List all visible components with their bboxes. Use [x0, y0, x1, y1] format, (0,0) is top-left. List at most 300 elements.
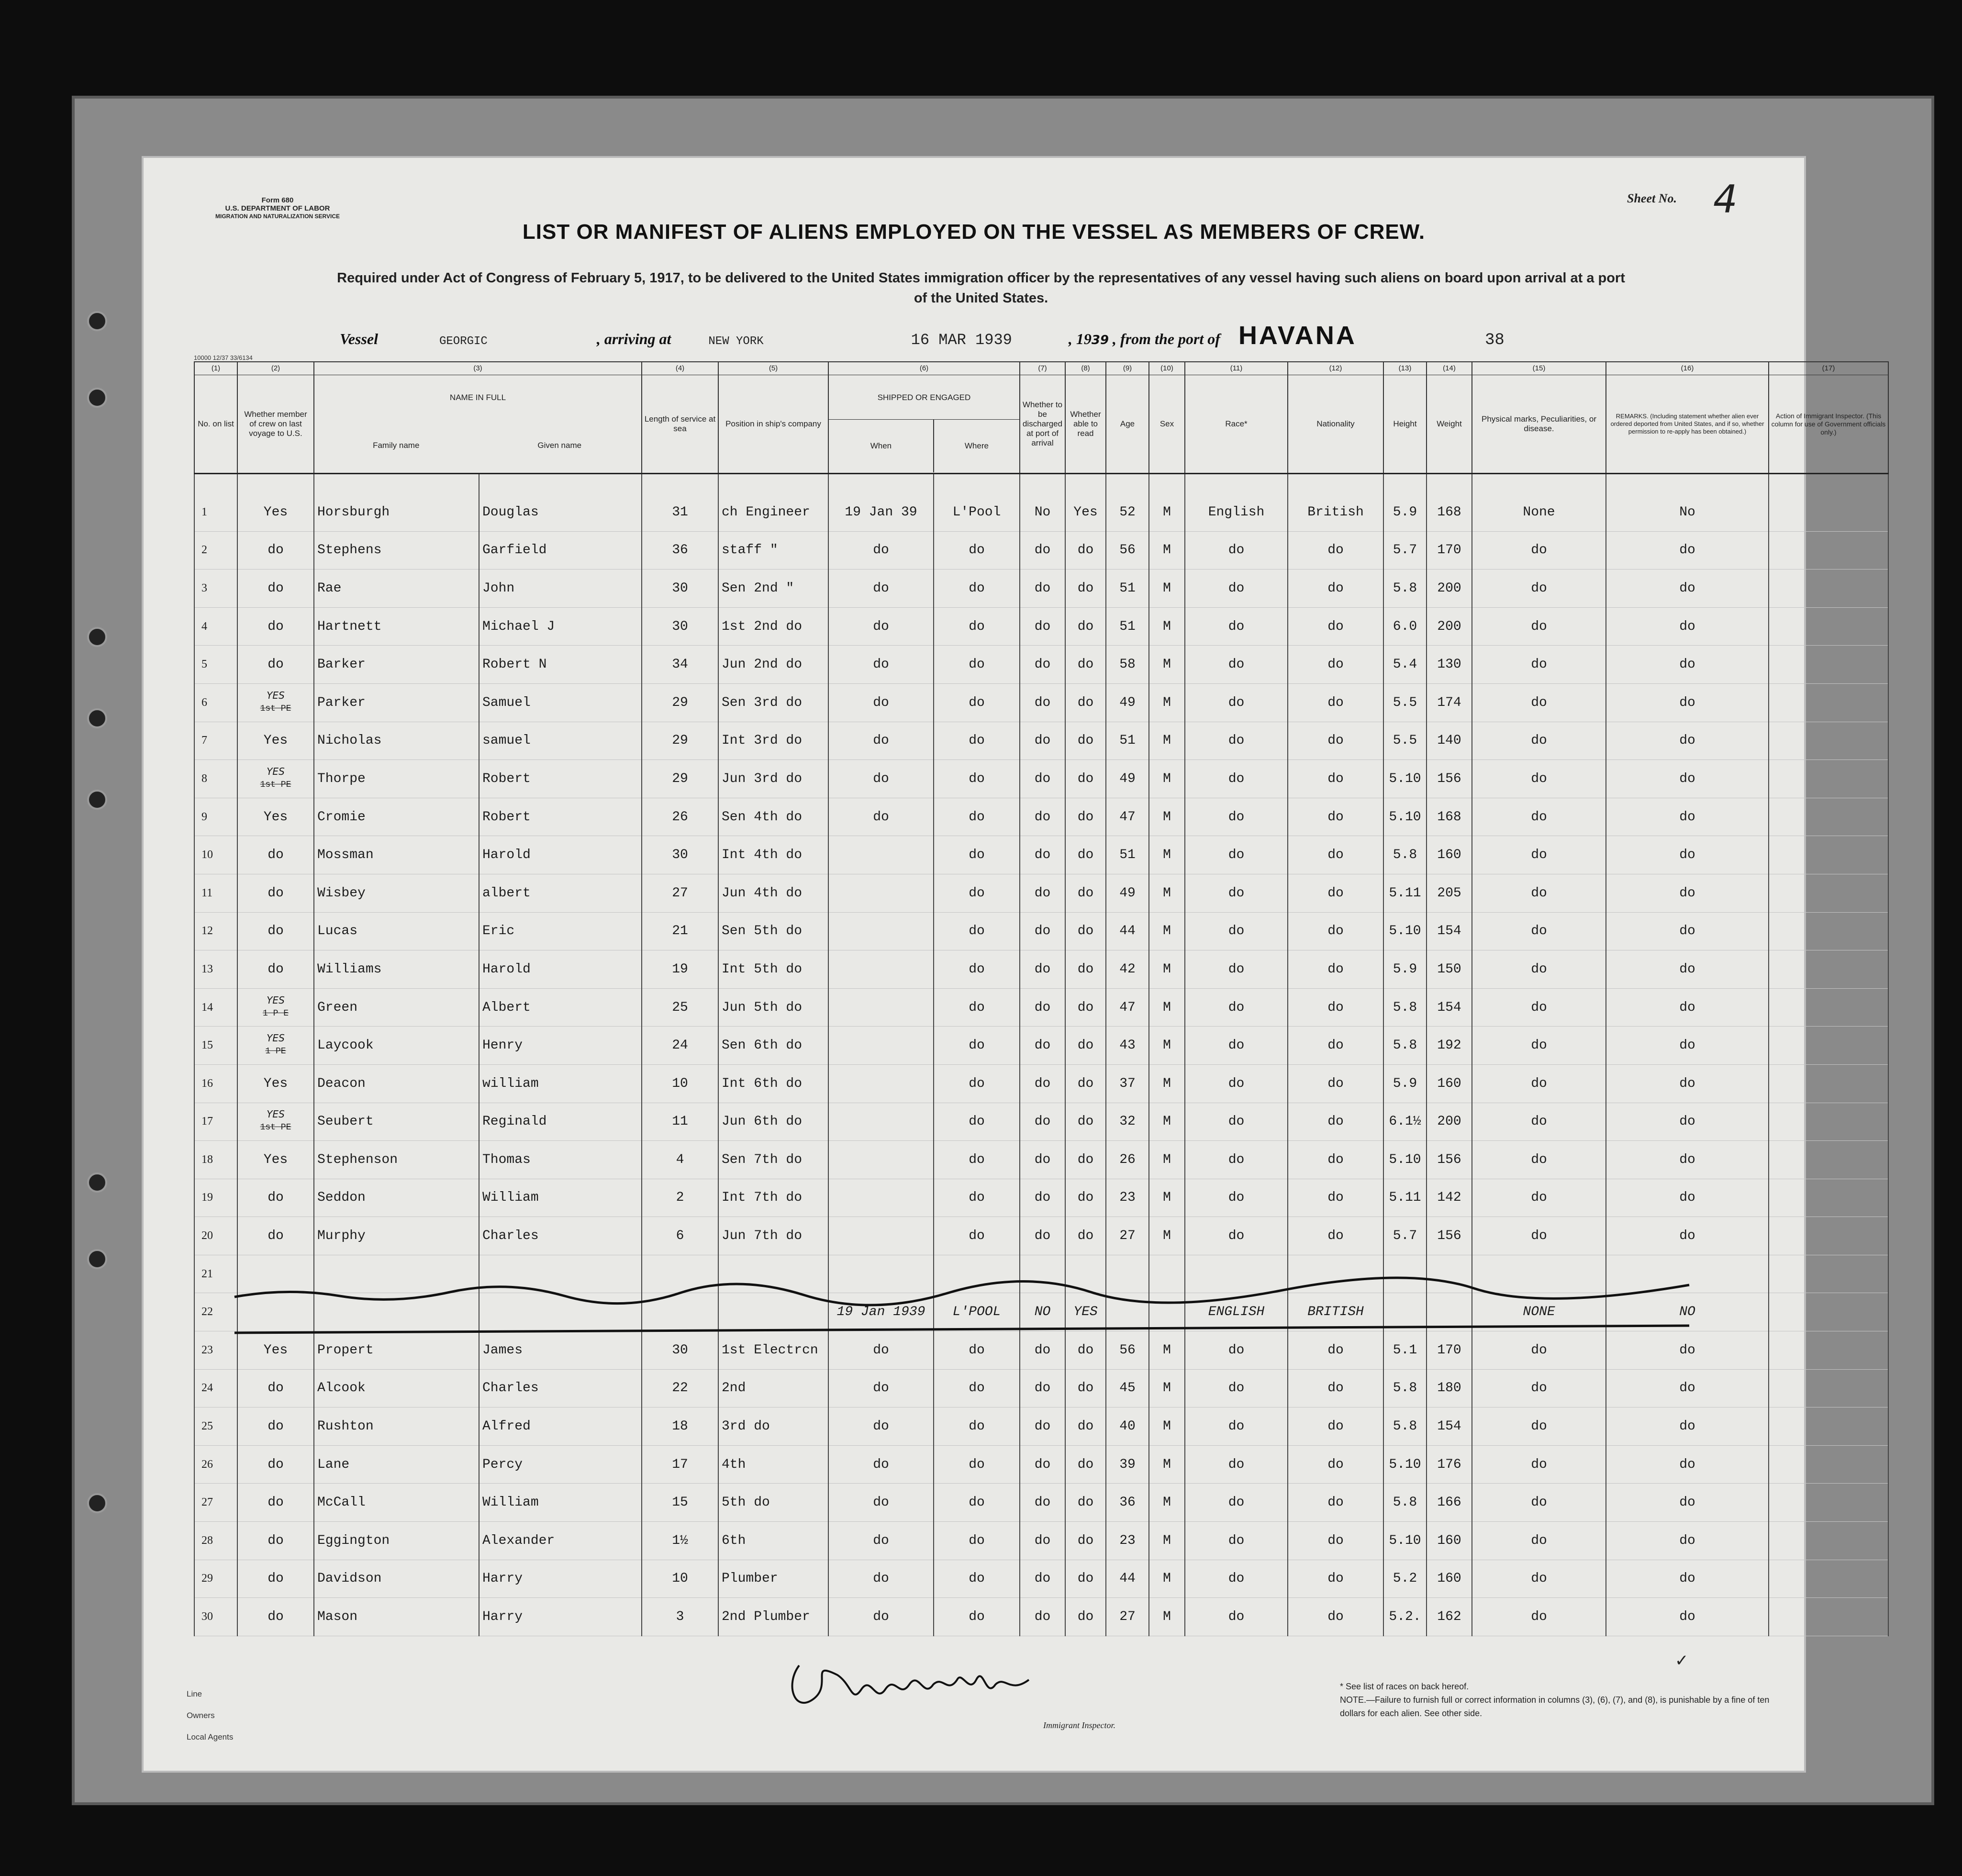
marks-cell: do — [1472, 1598, 1606, 1636]
family-name-cell: Davidson — [314, 1560, 479, 1598]
age-cell: 45 — [1106, 1369, 1149, 1407]
height-cell: 5.8 — [1383, 1027, 1427, 1065]
crew-cell: do — [237, 1445, 314, 1484]
weight-cell: 174 — [1427, 683, 1472, 722]
shipped-when-cell — [828, 874, 934, 912]
weight-cell: 156 — [1427, 1141, 1472, 1179]
height-cell: 6.1½ — [1383, 1103, 1427, 1141]
action-cell — [1769, 874, 1888, 912]
remarks-cell: do — [1606, 1407, 1769, 1446]
family-name-cell: Stephenson — [314, 1141, 479, 1179]
height-cell: 5.8 — [1383, 836, 1427, 874]
age-cell: 42 — [1106, 950, 1149, 989]
age-cell: 23 — [1106, 1522, 1149, 1560]
sex-cell: M — [1149, 1179, 1185, 1217]
service-length-cell: 17 — [642, 1445, 718, 1484]
family-name-cell: Mossman — [314, 836, 479, 874]
shipped-where-cell: do — [934, 1103, 1020, 1141]
shipped-where-cell: do — [934, 722, 1020, 760]
handwritten-yes: YES — [267, 689, 285, 701]
col-header-shipped-group — [828, 375, 1020, 474]
remarks-cell: do — [1606, 1064, 1769, 1103]
binder-hole — [87, 1249, 107, 1269]
sex-cell: M — [1149, 950, 1185, 989]
col-header-when: When — [829, 420, 934, 472]
col-header-crew: Whether member of crew on last voyage to U.S. — [237, 375, 314, 474]
position-cell: 4th — [718, 1445, 828, 1484]
service-length-cell: 4 — [642, 1141, 718, 1179]
crew-cell: do — [237, 531, 314, 570]
discharged-cell: do — [1020, 1407, 1065, 1446]
action-cell — [1769, 1331, 1888, 1370]
table-row — [194, 570, 1888, 608]
shipped-when-cell: do — [828, 798, 934, 836]
weight-cell: 130 — [1427, 646, 1472, 684]
position-cell: Int 4th do — [718, 836, 828, 874]
remarks-cell: do — [1606, 1141, 1769, 1179]
position-cell: Jun 7th do — [718, 1217, 828, 1255]
row-number-cell: 10 — [194, 836, 237, 874]
crew-cell: do — [237, 950, 314, 989]
given-name-cell: William — [479, 1179, 642, 1217]
given-name-cell: Percy — [479, 1445, 642, 1484]
row-number-cell: 23 — [194, 1331, 237, 1370]
given-name-cell: samuel — [479, 722, 642, 760]
given-name-cell: albert — [479, 874, 642, 912]
shipped-when-cell: do — [828, 683, 934, 722]
nationality-cell: do — [1288, 531, 1383, 570]
service-length-cell: 10 — [642, 1560, 718, 1598]
service-length-cell: 19 — [642, 950, 718, 989]
action-cell — [1769, 1179, 1888, 1217]
height-cell: 5.10 — [1383, 760, 1427, 798]
sex-cell: M — [1149, 1445, 1185, 1484]
race-cell: do — [1185, 1141, 1288, 1179]
service-length-cell: 25 — [642, 988, 718, 1027]
shipped-when-cell — [828, 836, 934, 874]
able-to-read-cell: do — [1065, 1484, 1106, 1522]
marks-cell: do — [1472, 1141, 1606, 1179]
age-cell: 52 — [1106, 474, 1149, 532]
height-cell: 5.2 — [1383, 1560, 1427, 1598]
sex-cell: M — [1149, 760, 1185, 798]
position-cell: Int 6th do — [718, 1064, 828, 1103]
action-cell — [1769, 1103, 1888, 1141]
discharged-cell: do — [1020, 836, 1065, 874]
nationality-cell: do — [1288, 1522, 1383, 1560]
crew-cell — [237, 683, 314, 722]
shipped-when-cell — [828, 1103, 934, 1141]
weight-cell: 162 — [1427, 1598, 1472, 1636]
shipped-when-cell: do — [828, 1484, 934, 1522]
able-to-read-cell: do — [1065, 607, 1106, 646]
col-header-marks: Physical marks, Peculiarities, or disease. — [1472, 375, 1606, 474]
row-number-cell: 25 — [194, 1407, 237, 1446]
row-number-cell: 14 — [194, 988, 237, 1027]
weight-cell: 205 — [1427, 874, 1472, 912]
able-to-read-cell: do — [1065, 950, 1106, 989]
nationality-cell: do — [1288, 646, 1383, 684]
marks-cell: do — [1472, 1560, 1606, 1598]
weight-cell: 160 — [1427, 836, 1472, 874]
given-name-cell: Harold — [479, 950, 642, 989]
weight-cell: 166 — [1427, 1484, 1472, 1522]
discharged-cell: do — [1020, 988, 1065, 1027]
col-header-sex: Sex — [1149, 375, 1185, 474]
sex-cell: M — [1149, 1522, 1185, 1560]
marks-cell: do — [1472, 1217, 1606, 1255]
races-note: * See list of races on back hereof. — [1340, 1682, 1469, 1691]
service-length-cell: 22 — [642, 1369, 718, 1407]
shipped-when-cell: do — [828, 531, 934, 570]
race-cell: do — [1185, 988, 1288, 1027]
sex-cell: M — [1149, 1560, 1185, 1598]
weight-cell: 200 — [1427, 570, 1472, 608]
remarks-cell: do — [1606, 836, 1769, 874]
discharged-cell: No — [1020, 474, 1065, 532]
crew-cell: do — [237, 836, 314, 874]
position-cell: Jun 5th do — [718, 988, 828, 1027]
arrival-port: NEW YORK — [708, 335, 764, 348]
row-number-cell: 17 — [194, 1103, 237, 1141]
weight-cell: 170 — [1427, 531, 1472, 570]
service-length-cell: 36 — [642, 531, 718, 570]
remarks-cell: do — [1606, 531, 1769, 570]
able-to-read-cell: do — [1065, 1103, 1106, 1141]
marks-cell: None — [1472, 474, 1606, 532]
col-header-family: Family name — [373, 441, 420, 450]
remarks-cell: do — [1606, 988, 1769, 1027]
sex-cell: M — [1149, 1141, 1185, 1179]
remarks-cell: do — [1606, 950, 1769, 989]
height-cell: 5.8 — [1383, 1369, 1427, 1407]
family-name-cell: Rae — [314, 570, 479, 608]
able-to-read-cell: do — [1065, 570, 1106, 608]
age-cell: 40 — [1106, 1407, 1149, 1446]
sex-cell: M — [1149, 1027, 1185, 1065]
service-length-cell: 10 — [642, 1064, 718, 1103]
nationality-cell: British — [1288, 474, 1383, 532]
row-number-cell: 29 — [194, 1560, 237, 1598]
able-to-read-cell: YES — [1065, 1293, 1106, 1331]
crew-cell: do — [237, 607, 314, 646]
crew-cell: do — [237, 1217, 314, 1255]
sex-cell: M — [1149, 798, 1185, 836]
age-cell: 47 — [1106, 988, 1149, 1027]
family-name-cell: Eggington — [314, 1522, 479, 1560]
cancel-line — [230, 1259, 1694, 1335]
service-length-cell: 21 — [642, 912, 718, 950]
col-header-nationality: Nationality — [1288, 375, 1383, 474]
discharged-cell: do — [1020, 760, 1065, 798]
able-to-read-cell: do — [1065, 1064, 1106, 1103]
col-number: (3) — [314, 362, 642, 375]
sheet-label: Sheet No. — [1627, 191, 1677, 205]
given-name-cell: Charles — [479, 1217, 642, 1255]
family-name-cell: Williams — [314, 950, 479, 989]
crew-cell: do — [237, 1598, 314, 1636]
action-cell — [1769, 1560, 1888, 1598]
crew-cell — [237, 760, 314, 798]
table-row — [194, 1522, 1888, 1560]
marks-cell: do — [1472, 1407, 1606, 1446]
col-number: (10) — [1149, 362, 1185, 375]
discharged-cell: do — [1020, 1103, 1065, 1141]
nationality-cell: do — [1288, 1179, 1383, 1217]
sex-cell: M — [1149, 874, 1185, 912]
table-row — [194, 1484, 1888, 1522]
remarks-cell: do — [1606, 1484, 1769, 1522]
age-cell: 23 — [1106, 1179, 1149, 1217]
race-cell: ENGLISH — [1185, 1293, 1288, 1331]
age-cell: 58 — [1106, 646, 1149, 684]
action-cell — [1769, 988, 1888, 1027]
col-header-name-group — [314, 375, 642, 474]
line-label: Line — [187, 1689, 202, 1698]
arriving-label: , arriving at — [596, 330, 671, 347]
handwritten-yes: YES — [267, 1032, 285, 1044]
shipped-where-cell: do — [934, 1522, 1020, 1560]
race-cell: do — [1185, 722, 1288, 760]
crew-cell: Yes — [237, 1064, 314, 1103]
crew-cell: do — [237, 570, 314, 608]
col-number: (13) — [1383, 362, 1427, 375]
shipped-where-cell: do — [934, 646, 1020, 684]
age-cell: 36 — [1106, 1484, 1149, 1522]
race-cell: do — [1185, 1217, 1288, 1255]
nationality-cell: do — [1288, 760, 1383, 798]
age-cell: 27 — [1106, 1598, 1149, 1636]
table-row — [194, 836, 1888, 874]
nationality-cell: do — [1288, 1445, 1383, 1484]
crew-cell: Yes — [237, 1331, 314, 1370]
able-to-read-cell: do — [1065, 531, 1106, 570]
shipped-where-cell: do — [934, 912, 1020, 950]
remarks-cell: do — [1606, 1369, 1769, 1407]
col-header-position: Position in ship's company — [718, 375, 828, 474]
col-header-remarks: REMARKS. (Including statement whether alien ever ordered deported from United States, and if so, whether permission to re-apply has been obtained.) — [1606, 375, 1769, 474]
action-cell — [1769, 950, 1888, 989]
struck-crew-note: 1st PE — [260, 704, 291, 714]
weight-cell: 160 — [1427, 1064, 1472, 1103]
struck-crew-note: 1 P E — [262, 1008, 289, 1018]
sex-cell: M — [1149, 1369, 1185, 1407]
crew-cell: Yes — [237, 722, 314, 760]
race-cell: do — [1185, 1484, 1288, 1522]
race-cell: do — [1185, 531, 1288, 570]
position-cell: 2nd Plumber — [718, 1598, 828, 1636]
handwritten-yes: YES — [267, 994, 285, 1006]
col-header-where: Where — [964, 441, 989, 450]
sex-cell: M — [1149, 722, 1185, 760]
table-row — [194, 1217, 1888, 1255]
crew-cell: Yes — [237, 1141, 314, 1179]
struck-crew-note: 1st PE — [260, 1123, 291, 1133]
family-name-cell: Laycook — [314, 1027, 479, 1065]
shipped-where-cell: do — [934, 1331, 1020, 1370]
table-row — [194, 1064, 1888, 1103]
shipped-when-cell: do — [828, 1331, 934, 1370]
service-length-cell: 29 — [642, 722, 718, 760]
discharged-cell: do — [1020, 1217, 1065, 1255]
able-to-read-cell: do — [1065, 988, 1106, 1027]
family-name-cell: Murphy — [314, 1217, 479, 1255]
nationality-cell: do — [1288, 1103, 1383, 1141]
action-cell — [1769, 1484, 1888, 1522]
family-name-cell: Seubert — [314, 1103, 479, 1141]
page-subtitle: Required under Act of Congress of February 5, 1917, to be delivered to the United States immigration officer by the representatives of any vessel having such aliens on board upon arrival at a port of the United States. — [337, 270, 1625, 306]
col-number: (12) — [1288, 362, 1383, 375]
weight-cell: 140 — [1427, 722, 1472, 760]
discharged-cell: do — [1020, 1369, 1065, 1407]
given-name-cell: Charles — [479, 1369, 642, 1407]
family-name-cell: Cromie — [314, 798, 479, 836]
discharged-cell: do — [1020, 607, 1065, 646]
height-cell: 5.9 — [1383, 1064, 1427, 1103]
marks-cell: do — [1472, 1179, 1606, 1217]
service-length-cell: 18 — [642, 1407, 718, 1446]
nationality-cell: do — [1288, 1560, 1383, 1598]
col-header-weight: Weight — [1427, 375, 1472, 474]
height-cell: 5.2. — [1383, 1598, 1427, 1636]
crew-cell: do — [237, 1369, 314, 1407]
print-code: 10000 12/37 33/6134 — [194, 354, 253, 361]
race-cell: do — [1185, 1445, 1288, 1484]
position-cell: staff " — [718, 531, 828, 570]
remarks-cell: do — [1606, 1179, 1769, 1217]
remarks-cell: do — [1606, 722, 1769, 760]
discharged-cell: do — [1020, 1331, 1065, 1370]
race-cell: do — [1185, 912, 1288, 950]
page-title: LIST OR MANIFEST OF ALIENS EMPLOYED ON THE VESSEL AS MEMBERS OF CREW. — [522, 220, 1426, 244]
discharged-cell: NO — [1020, 1293, 1065, 1331]
race-cell: do — [1185, 950, 1288, 989]
nationality-cell: do — [1288, 912, 1383, 950]
able-to-read-cell: do — [1065, 722, 1106, 760]
shipped-group-label: SHIPPED OR ENGAGED — [829, 376, 1019, 420]
col-number: (4) — [642, 362, 718, 375]
age-cell: 27 — [1106, 1217, 1149, 1255]
weight-cell: 200 — [1427, 1103, 1472, 1141]
binder-hole — [87, 311, 107, 331]
given-name-cell: Thomas — [479, 1141, 642, 1179]
action-cell — [1769, 1522, 1888, 1560]
discharged-cell: do — [1020, 950, 1065, 989]
shipped-where-cell: do — [934, 1598, 1020, 1636]
shipped-when-cell — [828, 1027, 934, 1065]
shipped-when-cell: do — [828, 646, 934, 684]
row-number-cell: 22 — [194, 1293, 237, 1331]
discharged-cell: do — [1020, 1064, 1065, 1103]
position-cell: Sen 4th do — [718, 798, 828, 836]
race-cell: do — [1185, 1598, 1288, 1636]
height-cell: 5.10 — [1383, 1141, 1427, 1179]
able-to-read-cell: do — [1065, 874, 1106, 912]
crew-cell — [237, 1027, 314, 1065]
shipped-where-cell: do — [934, 607, 1020, 646]
age-cell: 49 — [1106, 874, 1149, 912]
family-name-cell: Barker — [314, 646, 479, 684]
shipped-when-cell: do — [828, 1369, 934, 1407]
height-cell: 5.1 — [1383, 1331, 1427, 1370]
shipped-when-cell: do — [828, 607, 934, 646]
row-number-cell: 5 — [194, 646, 237, 684]
race-cell: English — [1185, 474, 1288, 532]
sex-cell: M — [1149, 1484, 1185, 1522]
col-header-no: No. on list — [194, 375, 237, 474]
sex-cell: M — [1149, 1103, 1185, 1141]
service-length-cell: 30 — [642, 607, 718, 646]
row-number-cell: 28 — [194, 1522, 237, 1560]
row-number-cell: 13 — [194, 950, 237, 989]
binder-hole — [87, 1493, 107, 1513]
age-cell: 37 — [1106, 1064, 1149, 1103]
row-number-cell: 11 — [194, 874, 237, 912]
nationality-cell: do — [1288, 683, 1383, 722]
row-number-cell: 20 — [194, 1217, 237, 1255]
nationality-cell: do — [1288, 570, 1383, 608]
height-cell: 5.10 — [1383, 1522, 1427, 1560]
shipped-when-cell: do — [828, 1598, 934, 1636]
service-length-cell: 2 — [642, 1179, 718, 1217]
weight-cell: 180 — [1427, 1369, 1472, 1407]
action-cell — [1769, 531, 1888, 570]
position-cell: Int 5th do — [718, 950, 828, 989]
discharged-cell: do — [1020, 1179, 1065, 1217]
col-number: (7) — [1020, 362, 1065, 375]
action-cell — [1769, 1064, 1888, 1103]
given-name-cell: William — [479, 1484, 642, 1522]
given-name-cell: Harold — [479, 836, 642, 874]
col-number: (1) — [194, 362, 237, 375]
remarks-cell: do — [1606, 1522, 1769, 1560]
family-name-cell: Seddon — [314, 1179, 479, 1217]
footer-notes — [1340, 1680, 1771, 1720]
table-row — [194, 722, 1888, 760]
age-cell: 47 — [1106, 798, 1149, 836]
shipped-where-cell: do — [934, 1179, 1020, 1217]
marks-cell: do — [1472, 1522, 1606, 1560]
shipped-when-cell: do — [828, 1445, 934, 1484]
sex-cell: M — [1149, 1407, 1185, 1446]
height-cell: 5.5 — [1383, 683, 1427, 722]
col-header-discharged: Whether to be discharged at port of arrival — [1020, 375, 1065, 474]
discharged-cell: do — [1020, 531, 1065, 570]
height-cell: 5.9 — [1383, 474, 1427, 532]
marks-cell: do — [1472, 836, 1606, 874]
family-name-cell: Thorpe — [314, 760, 479, 798]
department: U.S. DEPARTMENT OF LABOR — [225, 204, 330, 212]
nationality-cell: do — [1288, 836, 1383, 874]
form-header — [215, 196, 340, 221]
service-length-cell: 31 — [642, 474, 718, 532]
service-length-cell: 3 — [642, 1598, 718, 1636]
shipped-where-cell: do — [934, 1369, 1020, 1407]
able-to-read-cell: do — [1065, 760, 1106, 798]
marks-cell: do — [1472, 1064, 1606, 1103]
remarks-cell: do — [1606, 1027, 1769, 1065]
col-number: (16) — [1606, 362, 1769, 375]
position-cell: 3rd do — [718, 1407, 828, 1446]
marks-cell: do — [1472, 950, 1606, 989]
remarks-cell: NO — [1606, 1293, 1769, 1331]
shipped-where-cell: do — [934, 988, 1020, 1027]
handwritten-yes: YES — [267, 765, 285, 777]
height-cell: 5.10 — [1383, 798, 1427, 836]
shipped-where-cell: do — [934, 1064, 1020, 1103]
sex-cell: M — [1149, 1217, 1185, 1255]
weight-cell: 160 — [1427, 1522, 1472, 1560]
